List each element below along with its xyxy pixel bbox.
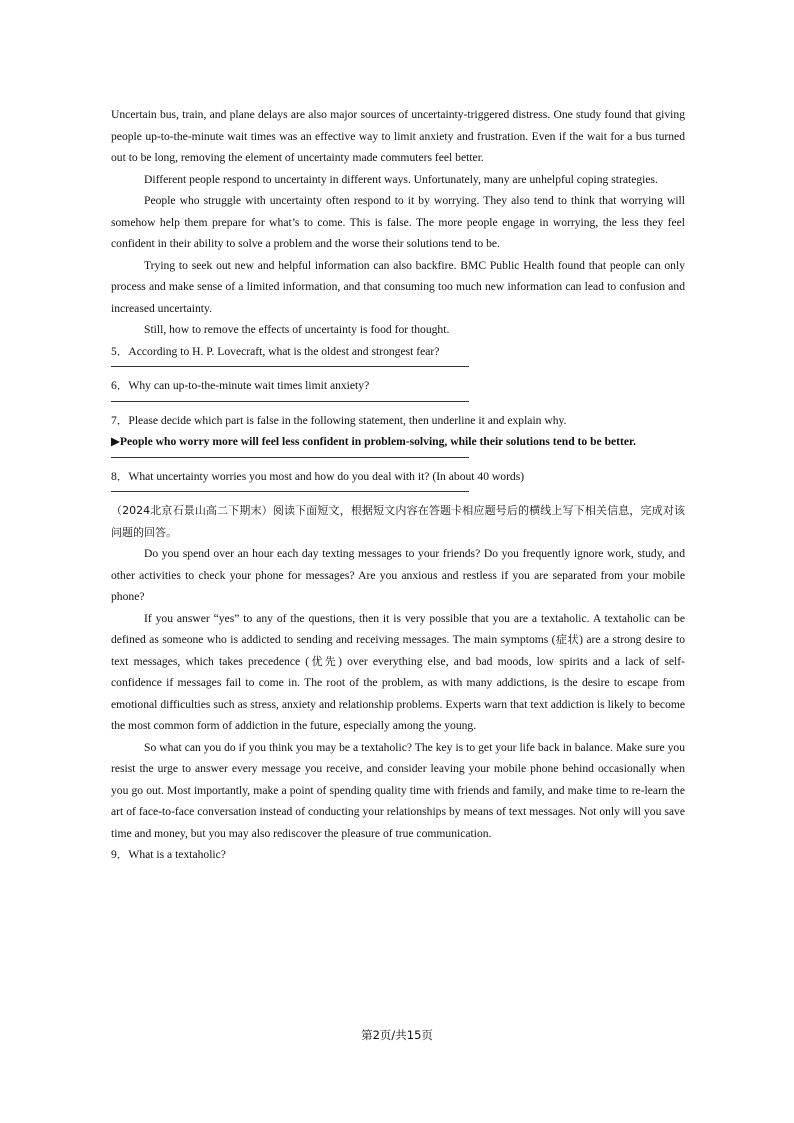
chinese-gloss: 优先 (309, 654, 339, 668)
passage-paragraph: So what can you do if you think you may be a textaholic? The key is to get your life back in balance. Make sure you resist the urge to answer every message you receive, and consider leaving your mobile phone behind occasionally when you go out. Most importantly, make a point of spending quality time with friends and family, and make time to re-learn the art of face-to-face conversation instead of conducting your relationships by means of text messages. Not only will you save time and money, but you may also rediscover the pleasure of true communication. (111, 740, 685, 840)
page-footer: 第2页/共15页 (361, 1028, 433, 1042)
answer-line-7[interactable] (111, 457, 469, 458)
passage-paragraph (111, 608, 685, 737)
passage-paragraph: People who struggle with uncertainty often respond to it by worrying. They also tend to think that worrying will somehow help them prepare for what’s to come. This is false. The more people engage in worrying, the less they feel confident in their ability to solve a problem and the worse their solutions tend to be. (111, 194, 685, 250)
paragraph-text: ) over everything else, and bad moods, low spirits and a lack of self-confidence if messages fail to come in. The root of the problem, as with many addictions, is the desire to escape from emotional difficulties such as stress, anxiety and relationship problems. Experts warn that text addiction is likely to become the most common form of addiction in the future, especially among the young. (111, 654, 685, 732)
chinese-gloss: 症状 (555, 633, 580, 646)
passage-paragraph: Trying to seek out new and helpful information can also backfire. BMC Public Health found that people can only process and make sense of a limited information, and that consuming too much new information can lead to confusion and increased uncertainty. (111, 258, 685, 315)
question-5: 5．According to H. P. Lovecraft, what is the oldest and strongest fear? (111, 344, 440, 358)
answer-line-8[interactable] (111, 491, 469, 492)
question-6: 6．Why can up-to-the-minute wait times limit anxiety? (111, 379, 370, 392)
question-9: 9．What is a textaholic? (111, 848, 226, 861)
passage-paragraph: Different people respond to uncertainty in different ways. Unfortunately, many are unhelpful coping strategies. (144, 172, 658, 186)
question-7-statement: ▶People who worry more will feel less confident in problem-solving, while their solutions tend to be better. (111, 435, 637, 448)
page-content (111, 104, 685, 866)
passage-paragraph: Do you spend over an hour each day texting messages to your friends? Do you frequently ignore work, study, and other activities to check your phone for messages? Are you anxious and restless if you are separated from your mobile phone? (111, 547, 685, 603)
passage-paragraph: Still, how to remove the effects of uncertainty is food for thought. (144, 323, 450, 336)
answer-line-5[interactable] (111, 366, 469, 367)
answer-line-6[interactable] (111, 401, 469, 402)
paragraph-text: If you answer “yes” to any of the questions, then it is very possible that you are a textaholic. A textaholic can be defined as someone who is addicted to sending and receiving messages. The main symptoms ( (111, 611, 685, 646)
paragraph-text: ) are a strong desire to text messages, which takes precedence ( (111, 633, 685, 668)
question-8: 8．What uncertainty worries you most and how do you deal with it? (In about 40 words) (111, 469, 525, 483)
question-7: 7．Please decide which part is false in the following statement, then underline it and explain why. (111, 413, 567, 427)
section-intro: （2024北京石景山高二下期末）阅读下面短文，根据短文内容在答题卡相应题号后的横线上写下相关信息，完成对该问题的回答。 (111, 504, 685, 539)
passage-paragraph: Uncertain bus, train, and plane delays are also major sources of uncertainty-triggered distress. One study found that giving people up-to-the-minute wait times was an effective way to limit anxiety and frustration. Even if the wait for a bus turned out to be long, removing the element of uncertainty made commuters feel better. (111, 108, 685, 164)
